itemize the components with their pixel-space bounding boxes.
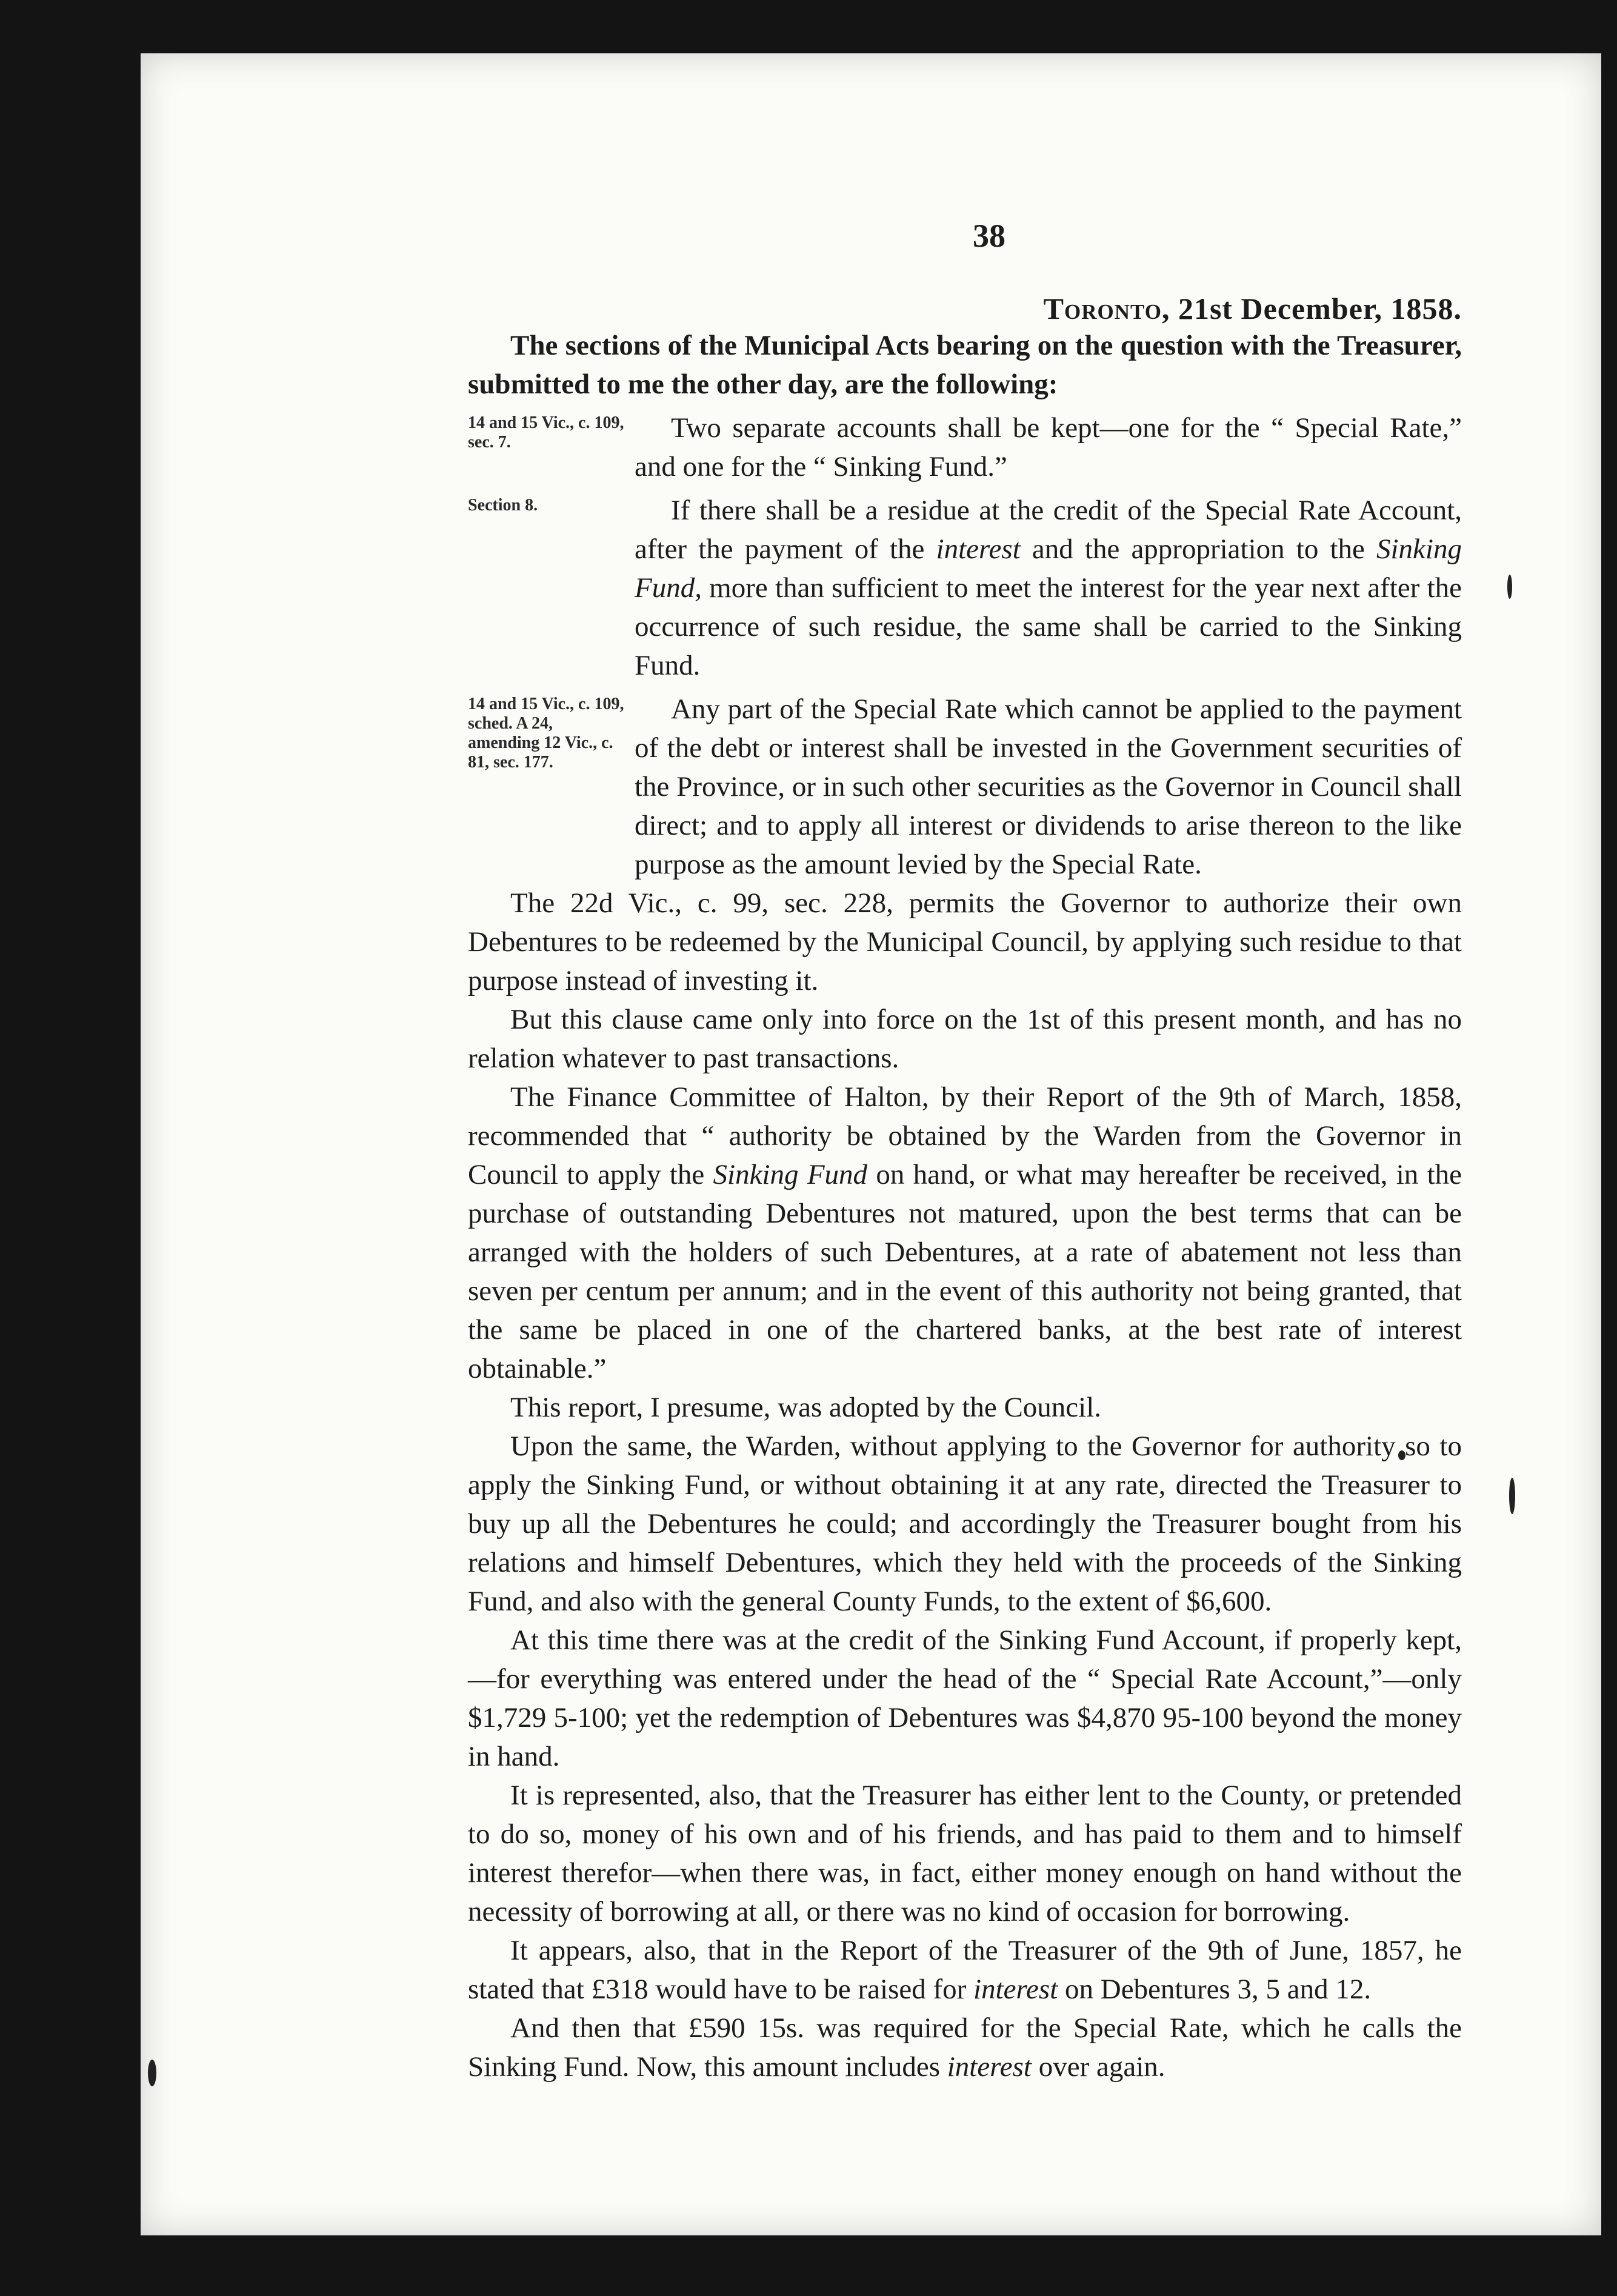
document-page [141, 53, 1601, 2235]
paragraph-part: And then that £590 15s. was required for the Special Rate, which he calls the Sinking Fund. Now, this amount includes [468, 2012, 1462, 2083]
paragraph: Upon the same, the Warden, without applying to the Governor for authority so to apply the Sinking Fund, or without obtaining it at any rate, directed the Treasurer to buy up all the Debentures he could; and accordingly the Treasurer bought from his relations and himself Debentures, which they held with the proceeds of the Sinking Fund, and also with the general County Funds, to the extent of $6,600. [468, 1430, 1462, 1617]
section-text-italic: Sinking Fund, [635, 533, 1462, 604]
dateline-date: , 21st December, 1858. [1161, 292, 1462, 325]
ink-speck [148, 2060, 156, 2086]
page-text [468, 217, 1462, 2086]
paragraph [468, 1931, 1462, 2009]
section-text [635, 491, 1462, 685]
ink-speck [1509, 1478, 1515, 1514]
statute-section-177 [468, 690, 1462, 884]
margin-note: 14 and 15 Vic., c. 109, sched. A 24, amending 12 Vic., c. 81, sec. 177. [468, 695, 624, 772]
statute-section-7 [468, 409, 1462, 486]
section-text-italic: interest [936, 533, 1021, 565]
paragraph: This report, I presume, was adopted by the Council. [510, 1392, 1102, 1423]
paragraph-italic: Sinking Fund [713, 1159, 868, 1190]
margin-note: Section 8. [468, 496, 538, 515]
paragraph-part: The Finance Committee of Halton, by their Report of the 9th of March, 1858, recommended that “ authority be obtained by the Warden from the Governor in Council to apply the [468, 1081, 1462, 1190]
paragraph [468, 1078, 1462, 1388]
section-text: Any part of the Special Rate which cannot be applied to the payment of the debt or interest shall be invested in the Government securities of the Province, or in such other securities as the Governor in Council shall direct; and to apply all interest or dividends to arise thereon to the like purpose as the amount levied by the Special Rate. [635, 693, 1462, 880]
dateline [468, 291, 1462, 326]
statute-section-8 [468, 491, 1462, 685]
paragraph: At this time there was at the credit of the Sinking Fund Account, if properly kept,—for everything was entered under the head of the “ Special Rate Account,”—only $1,729 5-100; yet the redemption of Debentures was $4,870 95-100 beyond the money in hand. [468, 1624, 1462, 1772]
paragraph: But this clause came only into force on the 1st of this present month, and has no relation whatever to past transactions. [468, 1004, 1462, 1074]
margin-note: 14 and 15 Vic., c. 109, sec. 7. [468, 413, 624, 452]
paragraph: The 22d Vic., c. 99, sec. 228, permits the Governor to authorize their own Debentures to be redeemed by the Municipal Council, by applying such residue to that purpose instead of investing it. [468, 887, 1462, 996]
paragraph-italic: interest [947, 2051, 1032, 2083]
section-text-part: If there shall be a residue at the credit of the Special Rate Account, after the payment of the [635, 495, 1462, 565]
intro-paragraph: The sections of the Municipal Acts bearing on the question with the Treasurer, submitted to me the other day, are the following: [468, 330, 1462, 400]
paragraph-part: on Debentures 3, 5 and 12. [1058, 1974, 1372, 2005]
page-number: 38 [973, 218, 1005, 254]
paragraph-part: on hand, or what may hereafter be received, in the purchase of outstanding Debentures not matured, upon the best terms that can be arranged with the holders of such Debentures, at a rate of abatement not less than seven per centum per annum; and in the event of this authority not being granted, that the same be placed in one of the chartered banks, at the best rate of interest obtainable.” [468, 1159, 1462, 1384]
paragraph-italic: interest [973, 1974, 1058, 2005]
paragraph [468, 2009, 1462, 2086]
dateline-place: Toronto [1043, 292, 1162, 325]
section-text-part: more than sufficient to meet the interest for the year next after the occurrence of such residue, the same shall be carried to the Sinking Fund. [635, 572, 1462, 681]
section-text: Two separate accounts shall be kept—one for the “ Special Rate,” and one for the “ Sinking Fund.” [635, 412, 1462, 482]
ink-speck [1507, 575, 1512, 599]
section-text-part: and the appropriation to the [1020, 533, 1376, 565]
paragraph-part: over again. [1031, 2051, 1165, 2083]
paragraph-part: It appears, also, that in the Report of the Treasurer of the 9th of June, 1857, he stated that £318 would have to be raised for [468, 1935, 1462, 2005]
paragraph: It is represented, also, that the Treasurer has either lent to the County, or pretended to do so, money of his own and of his friends, and has paid to them and to himself interest therefor—when there was, in fact, either money enough on hand without the necessity of borrowing at all, or there was no kind of occasion for borrowing. [468, 1780, 1462, 1927]
